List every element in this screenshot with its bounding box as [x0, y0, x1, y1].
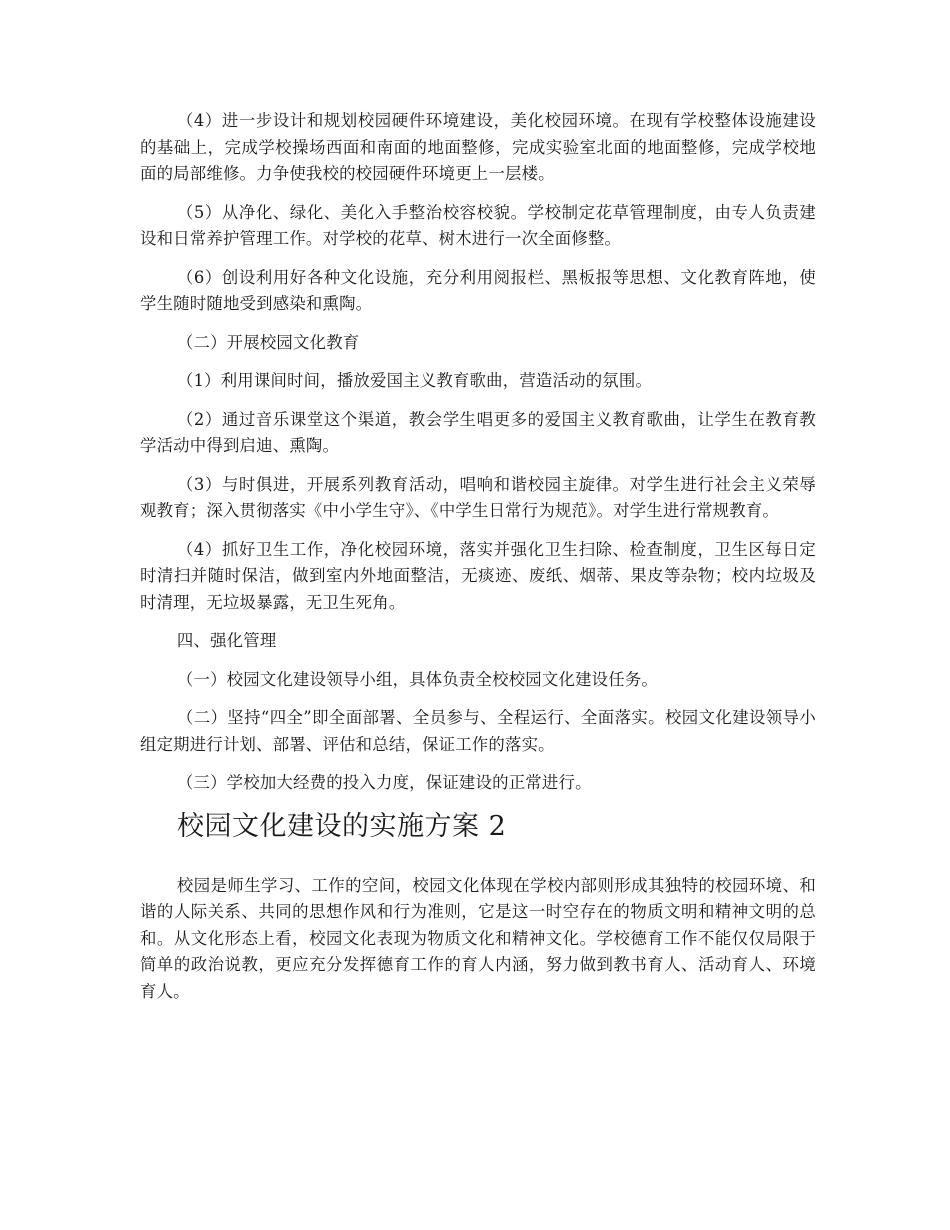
paragraph-education-activities: （3）与时俱进，开展系列教育活动，唱响和谐校园主旋律。对学生进行社会主义荣辱观教育；深入贯彻落实《中小学生守》、《中学生日常行为规范》。对学生进行常规教育。: [140, 474, 816, 520]
paragraph-music-class: （2）通过音乐课堂这个渠道，教会学生唱更多的爱国主义教育歌曲，让学生在教育教学活动中得到启迪、熏陶。: [140, 409, 816, 455]
document-page: [140, 108, 816, 1017]
paragraph-campus-culture-intro: 校园是师生学习、工作的空间，校园文化体现在学校内部则形成其独特的校园环境、和谐的人际关系、共同的思想作风和行为准则，它是这一时空存在的物质文明和精神文明的总和。从文化形态上看，校园文化表现为物质文化和精神文化。学校德育工作不能仅仅局限于简单的政治说教，更应充分发挥德育工作的育人内涵，努力做到教书育人、活动育人、环境育人。: [140, 875, 816, 1001]
section-title: 校园文化建设的实施方案 2: [177, 810, 507, 842]
subheading-cultural-education: （二）开展校园文化教育: [176, 332, 360, 352]
subheading-strengthen-management: 四、强化管理: [176, 631, 277, 650]
paragraph-funding: （三）学校加大经费的投入力度，保证建设的正常进行。: [176, 773, 592, 792]
paragraph-greening: （5）从净化、绿化、美化入手整治校容校貌。学校制定花草管理制度，由专人负责建设和日常养护管理工作。对学校的花草、树木进行一次全面修整。: [140, 202, 816, 248]
paragraph-hardware-environment: （4）进一步设计和规划校园硬件环境建设，美化校园环境。在现有学校整体设施建设的基础上，完成学校操场西面和南面的地面整修，完成实验室北面的地面整修，完成学校地面的局部维修。力争使我校的校园硬件环境更上一层楼。: [140, 111, 816, 183]
paragraph-leadership-group: （一）校园文化建设领导小组，具体负责全校校园文化建设任务。: [176, 669, 659, 689]
paragraph-four-all: （二）坚持“四全”即全面部署、全员参与、全程运行、全面落实。校园文化建设领导小组定期进行计划、部署、评估和总结，保证工作的落实。: [140, 708, 816, 754]
paragraph-break-music: （1）利用课间时间，播放爱国主义教育歌曲，营造活动的氛围。: [176, 371, 653, 390]
paragraph-hygiene: （4）抓好卫生工作，净化校园环境，落实并强化卫生扫除、检查制度，卫生区每日定时清扫并随时保洁，做到室内外地面整洁，无痰迹、废纸、烟蒂、果皮等杂物；校内垃圾及时清理，无垃圾暴露，无卫生死角。: [140, 539, 816, 612]
paragraph-cultural-facilities: （6）创设利用好各种文化设施，充分利用阅报栏、黑板报等思想、文化教育阵地，使学生随时随地受到感染和熏陶。: [140, 267, 816, 313]
